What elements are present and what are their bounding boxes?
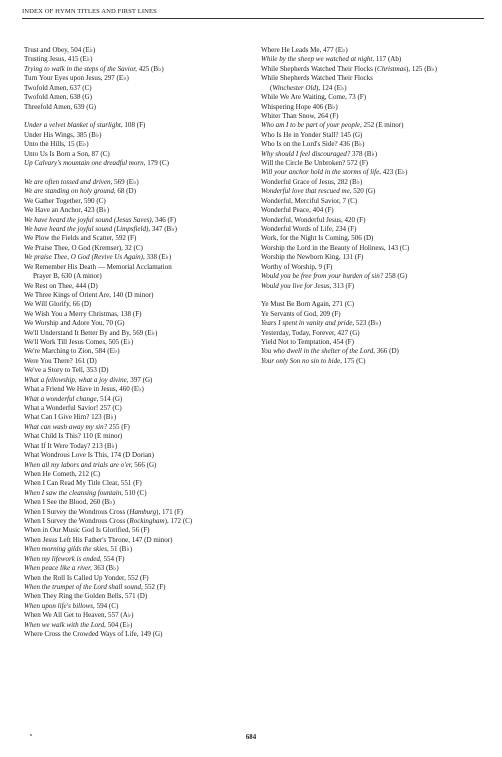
hymn-number-key: 406 (B♭) bbox=[310, 102, 338, 111]
index-entry bbox=[261, 197, 487, 206]
hymn-title: We Rest on Thee, bbox=[24, 281, 74, 290]
index-entry bbox=[24, 140, 246, 149]
index-entry bbox=[261, 244, 487, 253]
index-entry bbox=[261, 140, 487, 149]
hymn-title: Will the Circle Be Unbroken? bbox=[261, 159, 346, 168]
index-column-right bbox=[261, 46, 487, 366]
hymn-title: What Child Is This? bbox=[24, 432, 81, 441]
hymn-title: Trusting Jesus, bbox=[24, 55, 67, 64]
hymn-title: We Praise Thee, O God (Kremser), bbox=[24, 243, 123, 252]
index-entry bbox=[261, 150, 487, 159]
index-entry bbox=[261, 216, 487, 225]
hymn-number-key: 444 (D) bbox=[73, 281, 98, 290]
hymn-title: We are often tossed and driven, bbox=[24, 177, 113, 186]
hymn-title: We are standing on holy ground, bbox=[24, 187, 116, 196]
hymn-title: When He Cometh, bbox=[24, 469, 77, 478]
index-entry bbox=[24, 526, 246, 535]
hymn-title: When peace like a river, bbox=[24, 564, 92, 573]
hymn-number-key: 366 (D) bbox=[375, 347, 399, 356]
index-entry bbox=[261, 74, 487, 83]
index-entry bbox=[261, 282, 487, 291]
hymn-title: Twofold Amen, bbox=[24, 93, 69, 102]
hymn-number-key: 145 (G) bbox=[338, 130, 363, 139]
index-entry bbox=[24, 65, 246, 74]
hymn-title: When They Ring the Golden Bells, bbox=[24, 592, 124, 601]
hymn-number-key: 404 (F) bbox=[310, 206, 334, 215]
hymn-title: Your only Son no sin to hide, bbox=[261, 356, 342, 365]
index-entry bbox=[24, 206, 246, 215]
hymn-title: When Jesus Left His Father's Throne, bbox=[24, 535, 131, 544]
hymn-title: We're Marching to Zion, bbox=[24, 347, 94, 356]
hymn-number-key: 378 (B♭) bbox=[350, 149, 378, 158]
hymn-number-key: 520 (G) bbox=[351, 187, 376, 196]
hymn-title: We Three Kings of Orient Are, bbox=[24, 290, 111, 299]
header-rule bbox=[22, 18, 484, 19]
index-entry bbox=[24, 376, 246, 385]
hymn-number-key: 131 (F) bbox=[340, 253, 364, 262]
hymn-number-key: 551 (F) bbox=[119, 479, 142, 488]
hymn-title: We have heard the joyful sound (Limpsfield), bbox=[24, 224, 151, 233]
hymn-number-key: 423 (B♭) bbox=[82, 206, 110, 215]
hymn-title: Where He Leads Me, bbox=[261, 46, 322, 54]
index-entry bbox=[24, 621, 246, 630]
section-gap bbox=[24, 112, 246, 121]
hymn-title: Why should I feel discouraged? bbox=[261, 149, 351, 158]
hymn-number-key: 179 (C) bbox=[145, 159, 169, 168]
hymn-number-key: 454 (F) bbox=[331, 338, 354, 347]
hymn-number-key: 149 (G) bbox=[138, 630, 163, 639]
hymn-title: We have heard the joyful sound (Jesus Saves), bbox=[24, 215, 154, 224]
index-entry bbox=[24, 611, 246, 620]
index-entry bbox=[24, 413, 246, 422]
hymn-number-key: 70 (G) bbox=[104, 319, 125, 328]
index-entry bbox=[24, 103, 246, 112]
index-entry bbox=[24, 263, 246, 272]
index-entry bbox=[261, 55, 487, 64]
hymn-title: We Plow the Fields and Scatter, bbox=[24, 234, 114, 243]
hymn-number-key: 415 (E♭) bbox=[66, 55, 93, 64]
index-entry bbox=[261, 253, 487, 262]
hymn-number-key: 397 (G) bbox=[128, 375, 153, 384]
hymn-number-key: 66 (D) bbox=[70, 300, 92, 309]
hymn-title: Would you live for Jesus, bbox=[261, 281, 332, 290]
index-entry bbox=[24, 216, 246, 225]
hymn-number-key: 425 (B♭) bbox=[136, 64, 164, 73]
index-entry bbox=[24, 159, 246, 168]
hymn-title: Years I spent in vanity and pride, bbox=[261, 319, 355, 328]
hymn-number-key: 590 (C) bbox=[82, 196, 106, 205]
hymn-number-key: 504 (E♭) bbox=[68, 46, 96, 54]
index-entry bbox=[261, 329, 487, 338]
hymn-title: When my lifework is ended, bbox=[24, 554, 102, 563]
tune-name: Winchester Old bbox=[272, 83, 317, 92]
page-number: 684 bbox=[245, 734, 257, 741]
hymn-number-key: 32 (C) bbox=[122, 243, 143, 252]
hymn-number-key: 630 (A minor) bbox=[59, 272, 102, 281]
hymn-number-key: 56 (F) bbox=[130, 526, 150, 535]
hymn-title: (Winchester Old), bbox=[270, 83, 321, 92]
hymn-number-key: 15 (E♭) bbox=[65, 140, 89, 149]
hymn-number-key: 338 (E♭) bbox=[144, 253, 172, 262]
hymn-title: When upon life's billows, bbox=[24, 601, 95, 610]
hymn-title: Unto Us Is Born a Son, bbox=[24, 149, 90, 158]
hymn-title: Were You There? bbox=[24, 356, 73, 365]
hymn-title: What a Friend We Have in Jesus, bbox=[24, 385, 118, 394]
hymn-number-key: 510 (C) bbox=[123, 488, 147, 497]
index-entry bbox=[261, 131, 487, 140]
hymn-title: When I Can Read My Title Clear, bbox=[24, 479, 120, 488]
index-entry bbox=[24, 84, 246, 93]
hymn-number-key: 460 (E♭) bbox=[117, 385, 144, 394]
index-entry bbox=[24, 291, 246, 300]
hymn-title: Wonderful Grace of Jesus, bbox=[261, 177, 336, 186]
index-entry bbox=[24, 357, 246, 366]
index-entry bbox=[261, 121, 487, 130]
hymn-number-key: 571 (D) bbox=[123, 592, 148, 601]
hymn-title: Who am I to be part of your people, bbox=[261, 121, 362, 130]
hymn-number-key: 172 (C) bbox=[168, 517, 193, 526]
hymn-number-key: 213 (B♭) bbox=[90, 441, 118, 450]
hymn-number-key: 123 (B♭) bbox=[89, 413, 117, 422]
hymn-title: What a Wonderful Savior! bbox=[24, 404, 99, 412]
hymn-number-key: 569 (E♭) bbox=[112, 177, 139, 186]
index-entry bbox=[24, 131, 246, 140]
index-entry bbox=[24, 300, 246, 309]
index-entry bbox=[261, 168, 487, 177]
index-entry bbox=[24, 366, 246, 375]
hymn-number-key: 552 (F) bbox=[142, 583, 166, 592]
index-entry bbox=[24, 272, 246, 281]
running-header: INDEX OF HYMN TITLES AND FIRST LINES bbox=[22, 8, 157, 15]
index-entry bbox=[24, 442, 246, 451]
hymn-number-key: 639 (G) bbox=[72, 102, 97, 111]
index-entry bbox=[261, 187, 487, 196]
index-entry bbox=[24, 55, 246, 64]
hymn-number-key: 313 (F) bbox=[331, 281, 355, 290]
hymn-number-key: 638 (G) bbox=[68, 93, 93, 102]
hymn-title: Wonderful Peace, bbox=[261, 206, 311, 215]
hymn-number-key: 505 (E♭) bbox=[106, 338, 134, 347]
index-entry bbox=[24, 46, 246, 55]
hymn-number-key: 138 (F) bbox=[118, 309, 142, 318]
hymn-number-key: 566 (G) bbox=[132, 460, 157, 469]
hymn-title: When we walk with the Lord, bbox=[24, 620, 106, 629]
hymn-title: We Worship and Adore You, bbox=[24, 319, 105, 328]
hymn-title: Wonderful love that rescued me, bbox=[261, 187, 352, 196]
hymn-title: Trust and Obey, bbox=[24, 46, 69, 54]
index-entry bbox=[24, 517, 246, 526]
index-entry bbox=[261, 338, 487, 347]
hymn-title: While by the sheep we watched at night, bbox=[261, 55, 375, 64]
index-entry bbox=[24, 583, 246, 592]
hymn-title: What can wash away my sin? bbox=[24, 422, 108, 431]
index-entry bbox=[24, 536, 246, 545]
hymn-number-key: 523 (B♭) bbox=[354, 319, 381, 328]
index-entry bbox=[24, 225, 246, 234]
hymn-title: Whiter Than Snow, bbox=[261, 111, 316, 120]
hymn-title: What a wonderful change, bbox=[24, 394, 99, 403]
hymn-number-key: 554 (F) bbox=[101, 554, 125, 563]
hymn-title: When the trumpet of the Lord shall sound, bbox=[24, 583, 143, 592]
index-entry bbox=[24, 470, 246, 479]
hymn-title: Where Cross the Crowded Ways of Life, bbox=[24, 630, 139, 639]
hymn-title: We Will Glorify, bbox=[24, 300, 71, 309]
index-entry bbox=[261, 65, 487, 74]
hymn-number-key: 363 (B♭) bbox=[91, 564, 119, 573]
index-entry bbox=[261, 319, 487, 328]
hymn-number-key: 175 (C) bbox=[341, 356, 366, 365]
hymn-number-key: 73 (F) bbox=[346, 93, 367, 102]
index-entry bbox=[261, 103, 487, 112]
hymn-number-key: 161 (D) bbox=[72, 356, 97, 365]
hymn-number-key: 594 (C) bbox=[94, 601, 119, 610]
hymn-title: When the Roll Is Called Up Yonder, bbox=[24, 573, 126, 582]
hymn-number-key: 514 (G) bbox=[98, 394, 123, 403]
hymn-title: Work, for the Night Is Coming, bbox=[261, 234, 350, 243]
index-entry bbox=[24, 479, 246, 488]
index-entry bbox=[24, 404, 246, 413]
hymn-title: We'll Understand It Better By and By, bbox=[24, 328, 131, 337]
hymn-title: When in Our Music God Is Glorified, bbox=[24, 526, 131, 535]
hymn-title: Worship the Newborn King, bbox=[261, 253, 341, 262]
hymn-title: While We Are Waiting, Come, bbox=[261, 93, 347, 102]
hymn-title: When I Survey the Wondrous Cross (Rockingham), bbox=[24, 517, 169, 526]
hymn-number-key: 346 (F) bbox=[153, 215, 177, 224]
hymn-title: Wonderful, Merciful Savior, bbox=[261, 196, 341, 205]
tune-name: Rockingham bbox=[129, 517, 165, 526]
index-entry bbox=[24, 310, 246, 319]
hymn-number-key: 257 (C) bbox=[98, 404, 122, 412]
hymn-number-key: 347 (B♭) bbox=[150, 224, 177, 233]
hymn-title: Under His Wings, bbox=[24, 130, 75, 139]
hymn-number-key: 108 (F) bbox=[122, 121, 146, 130]
index-entry bbox=[24, 319, 246, 328]
hymn-title: Ye Servants of God, bbox=[261, 309, 318, 318]
hymn-number-key: 592 (F) bbox=[113, 234, 137, 243]
hymn-number-key: 637 (C) bbox=[68, 83, 92, 92]
hymn-title: When morning gilds the skies, bbox=[24, 545, 109, 554]
index-entry bbox=[24, 602, 246, 611]
index-entry bbox=[261, 300, 487, 309]
hymn-number-key: 569 (E♭) bbox=[130, 328, 158, 337]
hymn-title: Up Calvary's mountain one dreadful morn, bbox=[24, 159, 146, 168]
hymn-number-key: 552 (F) bbox=[125, 573, 149, 582]
hymn-number-key: 234 (F) bbox=[333, 225, 357, 234]
tune-name: Christmas bbox=[377, 64, 406, 73]
index-entry bbox=[24, 385, 246, 394]
index-entry bbox=[261, 225, 487, 234]
hymn-title: You who dwell in the shelter of the Lord, bbox=[261, 347, 375, 356]
hymn-title: What a fellowship, what a joy divine, bbox=[24, 375, 129, 384]
hymn-number-key: 9 (F) bbox=[316, 262, 333, 271]
hymn-number-key: 124 (E♭) bbox=[320, 83, 347, 92]
hymn-number-key: 436 (B♭) bbox=[337, 140, 365, 149]
hymn-number-key: 557 (A♭) bbox=[106, 611, 134, 620]
index-entry bbox=[24, 234, 246, 243]
index-entry bbox=[24, 395, 246, 404]
hymn-title: Yield Not to Temptation, bbox=[261, 338, 332, 347]
hymn-number-key: 297 (E♭) bbox=[102, 74, 129, 83]
hymn-number-key: 51 (B♭) bbox=[108, 545, 133, 554]
index-entry bbox=[261, 234, 487, 243]
index-entry bbox=[261, 93, 487, 102]
hymn-title: When I See the Blood, bbox=[24, 498, 88, 507]
index-entry bbox=[24, 329, 246, 338]
index-entry bbox=[261, 159, 487, 168]
hymn-title: When We All Get to Heaven, bbox=[24, 611, 107, 620]
hymn-title: Turn Your Eyes upon Jesus, bbox=[24, 74, 103, 83]
index-entry bbox=[261, 206, 487, 215]
hymn-title: Prayer B, bbox=[33, 272, 60, 281]
hymn-number-key: 252 (E minor) bbox=[361, 121, 404, 130]
index-entry bbox=[261, 112, 487, 121]
section-gap bbox=[261, 291, 487, 300]
hymn-number-key: 125 (B♭) bbox=[410, 64, 437, 73]
hymn-title: What If It Were Today? bbox=[24, 441, 91, 450]
hymn-number-key: 572 (F) bbox=[345, 159, 368, 168]
hymn-number-key: 353 (D) bbox=[84, 366, 109, 375]
index-entry bbox=[24, 508, 246, 517]
index-entry bbox=[24, 187, 246, 196]
hymn-number-key: 209 (F) bbox=[317, 309, 341, 318]
hymn-title: Would you be free from your burden of sin? bbox=[261, 272, 384, 281]
hymn-title: We Wish You a Merry Christmas, bbox=[24, 309, 119, 318]
hymn-title: What Can I Give Him? bbox=[24, 413, 90, 422]
index-entry bbox=[261, 84, 487, 93]
hymn-title: Yesterday, Today, Forever, bbox=[261, 328, 336, 337]
index-entry bbox=[24, 555, 246, 564]
hymn-number-key: 282 (B♭) bbox=[335, 177, 363, 186]
index-entry bbox=[261, 310, 487, 319]
hymn-number-key: 423 (E♭) bbox=[381, 168, 408, 177]
hymn-number-key: 174 (D Dorian) bbox=[108, 451, 154, 460]
hymn-title: Under a velvet blanket of starlight, bbox=[24, 121, 123, 130]
hymn-number-key: 260 (B♭) bbox=[88, 498, 115, 507]
index-entry bbox=[24, 461, 246, 470]
index-entry bbox=[24, 347, 246, 356]
hymn-title: Will your anchor hold in the storms of life, bbox=[261, 168, 381, 177]
hymn-title: While Shepherds Watched Their Flocks (Christmas), bbox=[261, 64, 411, 73]
hymn-title: We praise Thee, O God (Revive Us Again), bbox=[24, 253, 145, 262]
hymn-title: We've a Story to Tell, bbox=[24, 366, 85, 375]
hymn-number-key: 110 (E minor) bbox=[80, 432, 123, 441]
hymn-title: Whispering Hope bbox=[261, 102, 311, 111]
index-entry bbox=[261, 347, 487, 356]
index-entry bbox=[24, 121, 246, 130]
hymn-title: Who Is He in Yonder Stall? bbox=[261, 130, 339, 139]
index-entry bbox=[24, 451, 246, 460]
hymn-number-key: 584 (E♭) bbox=[93, 347, 120, 356]
hymn-number-key: 140 (D minor) bbox=[110, 290, 154, 299]
index-entry bbox=[24, 630, 246, 639]
hymn-title: Who Is on the Lord's Side? bbox=[261, 140, 338, 149]
index-entry bbox=[261, 357, 487, 366]
index-entry bbox=[24, 338, 246, 347]
index-entry bbox=[24, 74, 246, 83]
hymn-number-key: 506 (D) bbox=[349, 234, 374, 243]
hymn-number-key: 87 (C) bbox=[89, 149, 110, 158]
index-entry bbox=[24, 150, 246, 159]
index-entry bbox=[24, 253, 246, 262]
index-entry bbox=[24, 282, 246, 291]
hymn-title: We'll Work Till Jesus Comes, bbox=[24, 338, 107, 347]
hymn-number-key: 504 (E♭) bbox=[105, 620, 133, 629]
hymn-number-key: 258 (G) bbox=[383, 272, 408, 281]
hymn-number-key: 68 (D) bbox=[115, 187, 136, 196]
index-entry bbox=[261, 263, 487, 272]
hymn-number-key: 7 (C) bbox=[340, 196, 358, 205]
hymn-title: Ye Must Be Born Again, bbox=[261, 300, 331, 309]
hymn-number-key: 255 (F) bbox=[107, 422, 130, 431]
index-entry bbox=[24, 432, 246, 441]
hymn-number-key: 143 (C) bbox=[385, 243, 410, 252]
index-column-left bbox=[24, 46, 246, 640]
hymn-title: Worthy of Worship, bbox=[261, 262, 317, 271]
hymn-title: Trying to walk in the steps of the Savior, bbox=[24, 64, 137, 73]
index-entry bbox=[24, 498, 246, 507]
hymn-number-key: 477 (E♭) bbox=[321, 46, 348, 54]
index-entry bbox=[24, 489, 246, 498]
hymn-title: Wonderful, Wonderful Jesus, bbox=[261, 215, 343, 224]
hymn-number-key: 117 (Ab) bbox=[374, 55, 402, 64]
hymn-title: When all my labors and trials are o'er, bbox=[24, 460, 133, 469]
index-entry bbox=[24, 592, 246, 601]
hymn-title: When I Survey the Wondrous Cross (Hamburg), bbox=[24, 507, 161, 516]
index-entry bbox=[261, 178, 487, 187]
hymn-number-key: 147 (D minor) bbox=[130, 535, 173, 544]
hymn-number-key: 420 (F) bbox=[342, 215, 366, 224]
index-entry bbox=[261, 46, 487, 55]
hymn-title: Worship the Lord in the Beauty of Holiness, bbox=[261, 243, 386, 252]
hymn-number-key: 212 (C) bbox=[76, 469, 101, 478]
section-gap bbox=[24, 168, 246, 177]
index-entry bbox=[24, 244, 246, 253]
hymn-title: Unto the Hills, bbox=[24, 140, 66, 149]
index-entry bbox=[24, 178, 246, 187]
hymn-title: While Shepherds Watched Their Flocks bbox=[261, 74, 373, 83]
index-entry bbox=[24, 545, 246, 554]
index-entry bbox=[24, 93, 246, 102]
hymn-number-key: 264 (F) bbox=[315, 111, 339, 120]
hymn-number-key: 427 (G) bbox=[335, 328, 360, 337]
hymn-title: We Remember His Death — Memorial Acclamation bbox=[24, 262, 172, 271]
hymn-title: We Have an Anchor, bbox=[24, 206, 83, 215]
index-entry bbox=[24, 423, 246, 432]
hymn-title: Wonderful Words of Life, bbox=[261, 225, 334, 234]
hymn-number-key: 171 (F) bbox=[160, 507, 183, 516]
tune-name: Hamburg bbox=[129, 507, 157, 516]
index-entry bbox=[24, 197, 246, 206]
hymn-title: What Wondrous Love Is This, bbox=[24, 451, 109, 460]
hymn-title: We Gather Together, bbox=[24, 196, 83, 205]
index-entry bbox=[261, 272, 487, 281]
index-entry bbox=[24, 564, 246, 573]
hymn-title: When I saw the cleansing fountain, bbox=[24, 488, 124, 497]
index-entry bbox=[24, 574, 246, 583]
hymn-title: Threefold Amen, bbox=[24, 102, 73, 111]
hymn-title: Twofold Amen, bbox=[24, 83, 69, 92]
hymn-number-key: 385 (B♭) bbox=[74, 130, 102, 139]
hymn-number-key: 271 (C) bbox=[330, 300, 355, 309]
